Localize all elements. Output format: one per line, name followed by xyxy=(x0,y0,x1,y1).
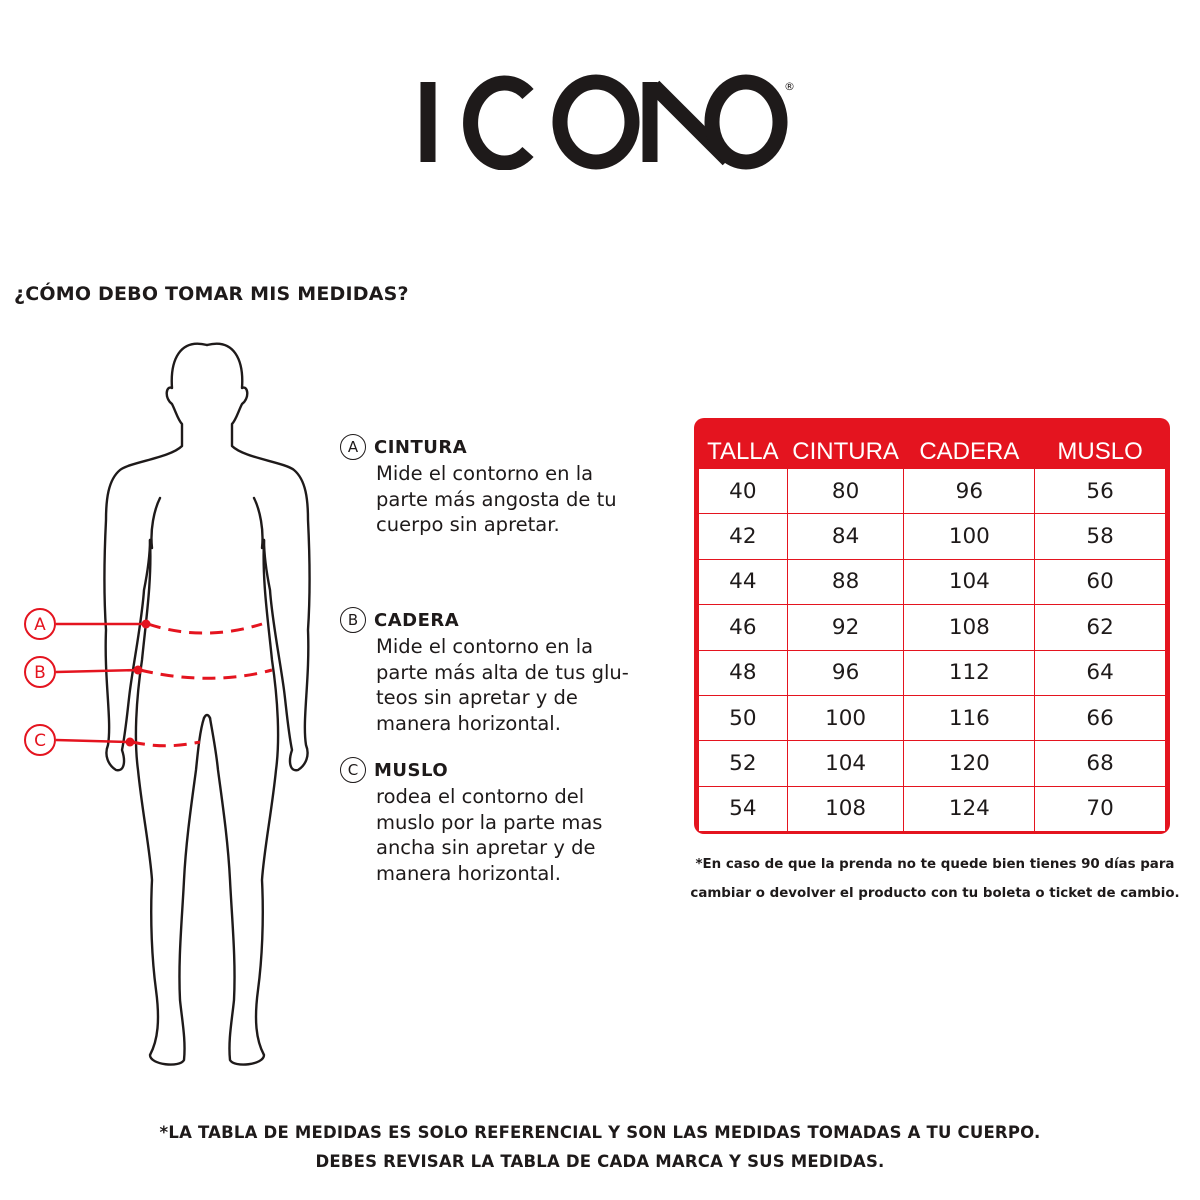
table-row xyxy=(699,559,1166,604)
table-cell: 56 xyxy=(1035,469,1166,514)
table-cell: 100 xyxy=(904,514,1035,559)
size-table xyxy=(698,418,1166,832)
header-muslo: MUSLO xyxy=(1057,438,1143,465)
table-cell: 50 xyxy=(699,695,788,740)
instruction-title: MUSLO xyxy=(374,759,449,781)
exchange-note xyxy=(680,850,1190,908)
table-row xyxy=(699,650,1166,695)
header-cadera: CADERA xyxy=(919,438,1020,465)
letter-badge: A xyxy=(340,434,366,460)
disclaimer-line-1: *LA TABLA DE MEDIDAS ES SOLO REFERENCIAL Y SON LAS MEDIDAS TOMADAS A TU CUERPO. xyxy=(159,1123,1041,1142)
table-header-row xyxy=(699,418,1166,469)
table-cell: 92 xyxy=(787,605,904,650)
table-cell: 112 xyxy=(904,650,1035,695)
body-figure xyxy=(0,330,330,1080)
table-cell: 52 xyxy=(699,741,788,786)
table-cell: 96 xyxy=(904,469,1035,514)
section-title: ¿CÓMO DEBO TOMAR MIS MEDIDAS? xyxy=(14,283,409,305)
table-cell: 44 xyxy=(699,559,788,604)
table-cell: 116 xyxy=(904,695,1035,740)
instruction-body: rodea el contorno del muslo por la parte mas ancha sin apretar y de manera horizontal. xyxy=(376,785,603,885)
instruction-cadera xyxy=(340,606,670,736)
disclaimer-note xyxy=(0,1118,1200,1176)
table-cell: 40 xyxy=(699,469,788,514)
table-cell: 80 xyxy=(787,469,904,514)
table-cell: 104 xyxy=(787,741,904,786)
table-cell: 48 xyxy=(699,650,788,695)
instruction-cintura xyxy=(340,433,670,538)
table-cell: 96 xyxy=(787,650,904,695)
table-cell: 68 xyxy=(1035,741,1166,786)
letter-badge: C xyxy=(340,757,366,783)
size-table-frame xyxy=(694,418,1170,834)
table-row xyxy=(699,786,1166,831)
instruction-body: Mide el contorno en la parte más alta de tus glu- teos sin apretar y de manera horizontal. xyxy=(376,635,629,735)
table-cell: 70 xyxy=(1035,786,1166,831)
header-talla: TALLA xyxy=(707,438,779,465)
marker-c: C xyxy=(34,731,46,751)
instruction-body: Mide el contorno en la parte más angosta de tu cuerpo sin apretar. xyxy=(376,462,617,536)
table-cell: 58 xyxy=(1035,514,1166,559)
disclaimer-line-2: DEBES REVISAR LA TABLA DE CADA MARCA Y SUS MEDIDAS. xyxy=(315,1152,885,1171)
table-cell: 104 xyxy=(904,559,1035,604)
table-row xyxy=(699,514,1166,559)
instruction-muslo xyxy=(340,756,670,886)
table-cell: 120 xyxy=(904,741,1035,786)
table-cell: 100 xyxy=(787,695,904,740)
instruction-title: CINTURA xyxy=(374,436,468,458)
table-cell: 88 xyxy=(787,559,904,604)
table-cell: 60 xyxy=(1035,559,1166,604)
table-row xyxy=(699,695,1166,740)
table-cell: 124 xyxy=(904,786,1035,831)
table-cell: 46 xyxy=(699,605,788,650)
table-row xyxy=(699,605,1166,650)
brand-logo xyxy=(410,70,800,170)
table-row xyxy=(699,741,1166,786)
table-row xyxy=(699,469,1166,514)
registered-mark: ® xyxy=(784,80,795,93)
header-cintura: CINTURA xyxy=(792,438,899,465)
marker-b: B xyxy=(34,663,46,683)
table-cell: 84 xyxy=(787,514,904,559)
exchange-note-line-1: *En caso de que la prenda no te quede bien tienes 90 días para xyxy=(695,857,1175,872)
table-cell: 62 xyxy=(1035,605,1166,650)
table-cell: 66 xyxy=(1035,695,1166,740)
exchange-note-line-2: cambiar o devolver el producto con tu boleta o ticket de cambio. xyxy=(690,886,1180,901)
marker-a: A xyxy=(34,615,46,635)
table-cell: 42 xyxy=(699,514,788,559)
table-cell: 64 xyxy=(1035,650,1166,695)
table-cell: 108 xyxy=(787,786,904,831)
table-cell: 54 xyxy=(699,786,788,831)
table-cell: 108 xyxy=(904,605,1035,650)
letter-badge: B xyxy=(340,607,366,633)
instruction-title: CADERA xyxy=(374,609,460,631)
